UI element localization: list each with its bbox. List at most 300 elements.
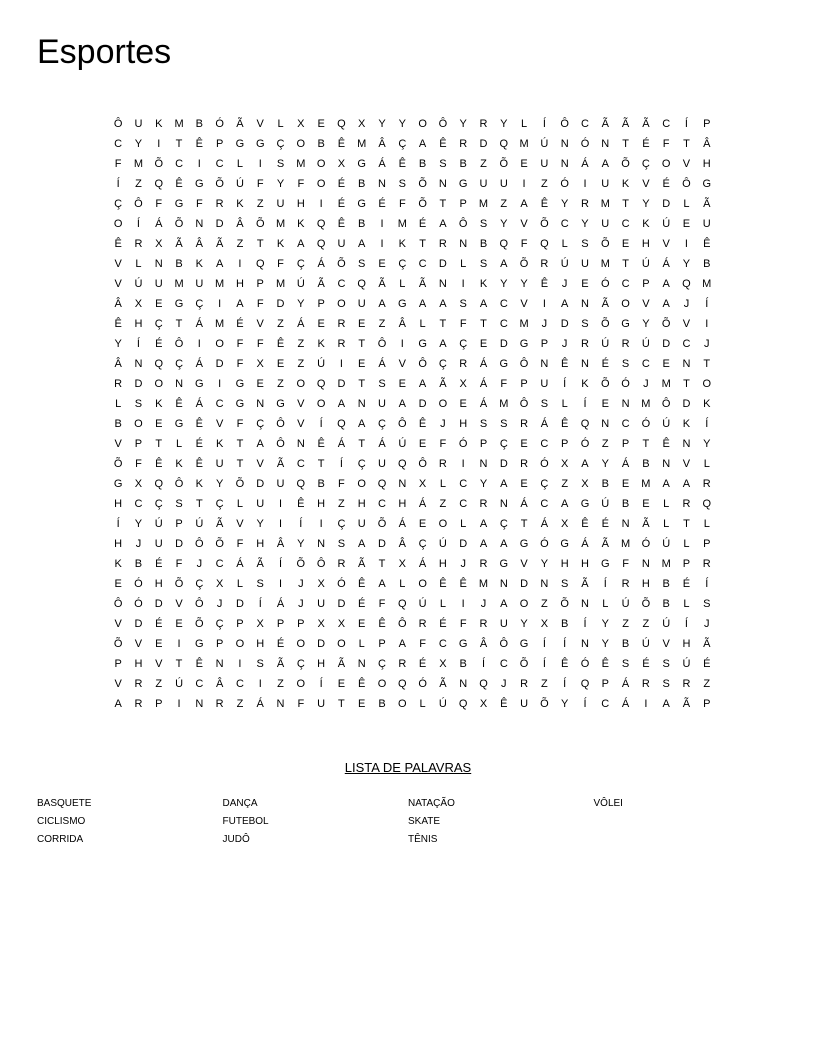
grid-cell: M <box>397 218 407 230</box>
grid-cell: L <box>460 518 467 530</box>
grid-cell: Õ <box>337 258 346 270</box>
grid-cell: T <box>175 318 183 330</box>
grid-cell: F <box>622 558 629 570</box>
grid-cell: A <box>479 538 488 550</box>
grid-cell: Q <box>499 238 509 250</box>
grid-cell: É <box>601 358 609 370</box>
grid-cell: M <box>641 478 651 490</box>
grid-cell: X <box>561 458 569 470</box>
grid-cell: Y <box>297 538 305 550</box>
grid-cell: Ô <box>438 118 448 130</box>
grid-cell: Í <box>542 118 546 130</box>
grid-cell: Õ <box>174 578 184 590</box>
grid-cell: T <box>175 658 183 670</box>
grid-cell: S <box>337 538 346 550</box>
grid-cell: R <box>418 618 427 630</box>
grid-cell: Õ <box>418 198 427 210</box>
grid-cell: Á <box>195 318 203 330</box>
grid-cell: Á <box>398 518 406 530</box>
grid-cell: T <box>683 138 690 150</box>
grid-cell: Ê <box>195 458 203 470</box>
grid-cell: E <box>459 398 467 410</box>
grid-row <box>108 434 717 454</box>
grid-cell: P <box>520 378 528 390</box>
grid-cell: E <box>155 298 163 310</box>
grid-cell: Y <box>398 118 406 130</box>
grid-cell: I <box>197 158 201 170</box>
grid-cell: Ç <box>296 258 305 270</box>
grid-cell: V <box>114 678 122 690</box>
grid-cell: Ê <box>195 418 203 430</box>
grid-cell: M <box>174 118 184 130</box>
grid-cell: N <box>459 678 468 690</box>
grid-cell: Ó <box>134 578 143 590</box>
grid-cell: Ú <box>662 538 671 550</box>
grid-cell: Z <box>256 198 264 210</box>
grid-cell: P <box>703 118 711 130</box>
grid-cell: R <box>520 678 529 690</box>
grid-cell: U <box>520 698 529 710</box>
grid-cell: Á <box>520 498 528 510</box>
grid-cell: O <box>418 578 427 590</box>
grid-cell: Ú <box>662 618 671 630</box>
grid-cell: D <box>256 478 265 490</box>
grid-cell: N <box>215 658 224 670</box>
grid-cell: A <box>418 378 427 390</box>
word-list-item: TÊNIS <box>408 834 438 845</box>
grid-cell: I <box>177 698 181 710</box>
grid-cell: A <box>378 298 386 310</box>
grid-cell: A <box>378 578 386 590</box>
grid-cell: C <box>215 398 224 410</box>
grid-cell: S <box>662 658 670 670</box>
grid-cell: N <box>438 178 447 190</box>
grid-cell: F <box>277 258 284 270</box>
word-list-item: VÔLEI <box>593 798 623 809</box>
grid-cell: Ó <box>458 438 468 450</box>
grid-cell: K <box>155 118 163 130</box>
grid-cell: X <box>256 618 264 630</box>
grid-cell: Ã <box>682 698 691 710</box>
grid-cell: D <box>499 338 508 350</box>
grid-cell: Ó <box>641 418 651 430</box>
grid-cell: S <box>703 598 711 610</box>
grid-cell: T <box>419 238 426 250</box>
grid-cell: S <box>459 298 467 310</box>
grid-cell: Ú <box>175 678 184 690</box>
word-list-title: LISTA DE PALAVRAS <box>344 760 472 775</box>
grid-cell: V <box>215 418 224 430</box>
grid-cell: Q <box>296 478 306 490</box>
grid-cell: Ê <box>114 238 122 250</box>
grid-cell: Ê <box>581 518 589 530</box>
grid-cell: U <box>357 298 366 310</box>
grid-cell: A <box>662 278 670 290</box>
grid-cell: É <box>155 558 163 570</box>
grid-cell: C <box>459 478 468 490</box>
grid-cell: B <box>662 578 670 590</box>
grid-cell: Y <box>297 298 305 310</box>
grid-cell: L <box>236 498 243 510</box>
grid-cell: Ê <box>398 158 406 170</box>
grid-cell: C <box>560 218 569 230</box>
grid-cell: É <box>703 658 711 670</box>
grid-cell: Y <box>134 138 143 150</box>
grid-cell: G <box>235 398 245 410</box>
grid-cell: Q <box>357 278 366 290</box>
grid-cell: Á <box>621 698 630 710</box>
grid-cell: Ú <box>235 178 244 190</box>
grid-cell: É <box>155 618 163 630</box>
grid-cell: Ú <box>296 278 305 290</box>
grid-cell: F <box>236 418 244 430</box>
grid-cell: Ã <box>215 518 224 530</box>
word-list-item: BASQUETE <box>37 798 92 809</box>
grid-cell: V <box>114 438 122 450</box>
grid-cell: Q <box>316 218 326 230</box>
grid-cell: K <box>114 558 122 570</box>
grid-cell: B <box>175 258 183 270</box>
grid-cell: Í <box>542 638 546 650</box>
grid-cell: S <box>398 178 406 190</box>
grid-cell: Z <box>277 378 284 390</box>
grid-row <box>108 374 717 394</box>
grid-cell: N <box>398 478 407 490</box>
grid-cell: N <box>499 578 508 590</box>
grid-row <box>108 154 717 174</box>
grid-cell: M <box>620 538 631 550</box>
grid-cell: Ã <box>601 298 609 310</box>
grid-cell: J <box>704 338 710 350</box>
grid-cell: Ã <box>418 278 427 290</box>
grid-cell: Á <box>195 398 203 410</box>
grid-cell: A <box>500 258 508 270</box>
grid-cell: Y <box>256 518 264 530</box>
grid-cell: V <box>682 158 691 170</box>
grid-cell: Ç <box>378 418 386 430</box>
grid-cell: L <box>703 458 710 470</box>
grid-cell: Â <box>479 638 488 650</box>
grid-cell: Á <box>155 218 163 230</box>
grid-cell: T <box>683 518 690 530</box>
grid-cell: Q <box>398 678 407 690</box>
grid-cell: Q <box>702 498 712 510</box>
grid-cell: I <box>684 238 688 250</box>
grid-cell: A <box>398 638 406 650</box>
grid-cell: M <box>661 558 671 570</box>
grid-cell: Ã <box>317 278 325 290</box>
grid-cell: F <box>500 378 508 390</box>
grid-cell: N <box>682 358 691 370</box>
grid-cell: U <box>337 238 346 250</box>
grid-cell: C <box>662 118 671 130</box>
grid-cell: I <box>583 178 587 190</box>
grid-cell: F <box>459 618 467 630</box>
grid-cell: G <box>519 638 529 650</box>
grid-cell: Q <box>316 378 326 390</box>
grid-cell: Ç <box>540 478 549 490</box>
grid-cell: U <box>581 258 589 270</box>
grid-cell: E <box>337 678 346 690</box>
grid-cell: Ê <box>195 658 203 670</box>
grid-cell: T <box>520 518 528 530</box>
grid-cell: K <box>195 258 203 270</box>
grid-cell: Á <box>317 258 325 270</box>
grid-cell: S <box>561 578 569 590</box>
grid-cell: Á <box>479 378 488 390</box>
grid-cell: T <box>358 378 366 390</box>
grid-cell: R <box>337 318 346 330</box>
grid-cell: Ç <box>195 578 204 590</box>
grid-cell: T <box>622 138 629 150</box>
grid-cell: Y <box>581 218 589 230</box>
grid-cell: Õ <box>215 178 224 190</box>
grid-cell: C <box>581 118 589 130</box>
grid-cell: Ú <box>601 338 610 350</box>
grid-cell: M <box>275 218 286 230</box>
grid-cell: R <box>134 678 143 690</box>
grid-cell: P <box>317 298 325 310</box>
grid-cell: P <box>703 698 711 710</box>
grid-cell: O <box>621 298 630 310</box>
grid-cell: C <box>641 358 650 370</box>
grid-cell: Í <box>684 118 688 130</box>
grid-row <box>108 334 717 354</box>
grid-cell: U <box>215 458 224 470</box>
grid-cell: A <box>662 478 670 490</box>
grid-cell: G <box>418 338 427 350</box>
grid-cell: B <box>134 558 143 570</box>
grid-cell: P <box>215 638 224 650</box>
grid-cell: J <box>643 378 649 390</box>
grid-cell: U <box>195 278 204 290</box>
grid-cell: B <box>358 218 366 230</box>
grid-cell: V <box>134 638 143 650</box>
grid-cell: G <box>600 558 610 570</box>
grid-cell: Õ <box>255 218 265 230</box>
grid-cell: F <box>256 178 264 190</box>
grid-cell: Ô <box>418 358 427 370</box>
grid-cell: K <box>398 238 406 250</box>
grid-cell: R <box>581 338 589 350</box>
grid-cell: Ú <box>540 138 549 150</box>
grid-cell: E <box>621 478 630 490</box>
grid-cell: É <box>195 438 203 450</box>
grid-cell: Ô <box>174 478 184 490</box>
word-list-item: NATAÇÃO <box>408 798 455 809</box>
grid-cell: Q <box>337 118 346 130</box>
grid-cell: Á <box>195 358 203 370</box>
grid-cell: Z <box>642 618 650 630</box>
grid-cell: O <box>154 378 164 390</box>
grid-row <box>108 634 717 654</box>
grid-cell: Í <box>684 618 688 630</box>
grid-cell: G <box>195 638 204 650</box>
grid-cell: V <box>297 418 305 430</box>
grid-cell: Q <box>154 178 164 190</box>
grid-cell: Y <box>561 198 569 210</box>
grid-cell: U <box>357 518 366 530</box>
grid-cell: F <box>256 338 264 350</box>
grid-cell: Ê <box>703 238 711 250</box>
grid-cell: C <box>215 558 224 570</box>
grid-cell: Y <box>479 478 488 490</box>
grid-cell: N <box>540 358 549 370</box>
grid-cell: Ó <box>600 278 610 290</box>
grid-cell: L <box>602 598 609 610</box>
word-list-item: JUDÔ <box>222 834 250 845</box>
grid-cell: Z <box>703 678 711 690</box>
grid-cell: F <box>398 198 406 210</box>
grid-cell: Z <box>601 438 609 450</box>
grid-cell: Z <box>500 198 508 210</box>
grid-cell: Q <box>682 278 691 290</box>
grid-cell: Ú <box>195 518 204 530</box>
grid-cell: A <box>561 298 569 310</box>
grid-cell: Y <box>500 118 508 130</box>
grid-cell: S <box>621 358 630 370</box>
grid-cell: U <box>540 378 549 390</box>
grid-cell: J <box>561 278 568 290</box>
grid-cell: A <box>662 298 670 310</box>
grid-cell: U <box>601 178 610 190</box>
grid-cell: G <box>398 298 407 310</box>
grid-cell: H <box>134 318 143 330</box>
grid-cell: H <box>317 498 326 510</box>
grid-cell: Ô <box>276 438 285 450</box>
grid-cell: Ç <box>114 198 123 210</box>
grid-cell: P <box>479 438 488 450</box>
grid-cell: H <box>256 638 265 650</box>
grid-cell: I <box>461 598 465 610</box>
grid-cell: F <box>236 338 244 350</box>
grid-cell: Ê <box>500 698 508 710</box>
grid-cell: G <box>458 638 468 650</box>
grid-cell: Y <box>378 118 386 130</box>
grid-cell: G <box>235 138 245 150</box>
grid-cell: Ê <box>155 458 163 470</box>
grid-cell: A <box>500 598 508 610</box>
grid-cell: A <box>500 538 508 550</box>
grid-row <box>108 174 717 194</box>
grid-cell: É <box>418 658 427 670</box>
grid-cell: F <box>256 298 264 310</box>
grid-cell: L <box>358 638 365 650</box>
grid-cell: Y <box>561 698 569 710</box>
grid-cell: Õ <box>113 458 123 470</box>
grid-cell: Ã <box>175 238 183 250</box>
grid-cell: Ã <box>337 658 346 670</box>
grid-cell: B <box>378 698 386 710</box>
grid-cell: Ó <box>134 598 143 610</box>
grid-cell: Ê <box>358 578 366 590</box>
grid-cell: R <box>337 338 346 350</box>
grid-cell: F <box>236 358 244 370</box>
grid-cell: N <box>581 358 589 370</box>
grid-cell: B <box>601 478 609 490</box>
grid-cell: C <box>337 278 346 290</box>
grid-cell: M <box>499 398 509 410</box>
grid-cell: C <box>499 298 508 310</box>
grid-cell: Á <box>662 258 670 270</box>
grid-row <box>108 414 717 434</box>
grid-cell: I <box>157 138 161 150</box>
grid-cell: A <box>439 218 447 230</box>
grid-cell: X <box>398 558 406 570</box>
grid-cell: A <box>337 398 346 410</box>
grid-cell: O <box>296 378 306 390</box>
grid-cell: P <box>378 638 386 650</box>
grid-cell: Í <box>542 658 546 670</box>
grid-cell: R <box>438 238 447 250</box>
grid-cell: Í <box>705 578 709 590</box>
grid-cell: M <box>519 138 529 150</box>
grid-cell: L <box>561 398 568 410</box>
grid-cell: J <box>541 318 548 330</box>
grid-cell: G <box>357 158 366 170</box>
grid-cell: M <box>641 398 651 410</box>
grid-cell: V <box>155 658 163 670</box>
grid-cell: Ó <box>560 178 569 190</box>
grid-cell: Í <box>278 558 283 570</box>
grid-cell: Z <box>541 598 548 610</box>
grid-cell: Ç <box>296 658 305 670</box>
grid-cell: S <box>540 398 549 410</box>
grid-cell: A <box>662 698 670 710</box>
grid-cell: Ç <box>418 538 427 550</box>
grid-cell: Ô <box>113 598 123 610</box>
grid-cell: É <box>642 138 650 150</box>
grid-cell: Z <box>236 698 244 710</box>
grid-cell: M <box>600 258 610 270</box>
grid-cell: R <box>682 678 691 690</box>
grid-cell: D <box>520 578 529 590</box>
grid-cell: K <box>195 478 203 490</box>
grid-cell: F <box>236 538 244 550</box>
grid-cell: Â <box>398 318 406 330</box>
grid-cell: G <box>519 338 529 350</box>
grid-cell: A <box>520 198 528 210</box>
grid-cell: Á <box>378 358 386 370</box>
grid-cell: Ô <box>377 338 387 350</box>
grid-cell: Ó <box>540 458 549 470</box>
grid-cell: J <box>298 598 304 610</box>
grid-cell: Á <box>378 438 386 450</box>
grid-cell: J <box>135 538 142 550</box>
grid-cell: F <box>135 458 142 470</box>
grid-cell: Ã <box>276 458 285 470</box>
word-list-item: CICLISMO <box>37 816 86 827</box>
grid-cell: P <box>256 278 264 290</box>
grid-cell: C <box>114 138 123 150</box>
grid-cell: N <box>601 138 610 150</box>
grid-cell: D <box>276 298 285 310</box>
grid-cell: U <box>499 618 508 630</box>
grid-cell: X <box>134 298 143 310</box>
grid-cell: Q <box>154 478 164 490</box>
grid-cell: P <box>540 338 549 350</box>
grid-cell: Ê <box>195 138 203 150</box>
grid-cell: P <box>682 558 691 570</box>
grid-cell: Z <box>541 678 548 690</box>
grid-cell: Õ <box>621 158 630 170</box>
grid-cell: Â <box>378 138 386 150</box>
grid-cell: Y <box>703 438 711 450</box>
grid-cell: Ô <box>276 418 285 430</box>
grid-cell: T <box>439 318 447 330</box>
grid-cell: N <box>621 398 630 410</box>
grid-cell: B <box>317 478 325 490</box>
